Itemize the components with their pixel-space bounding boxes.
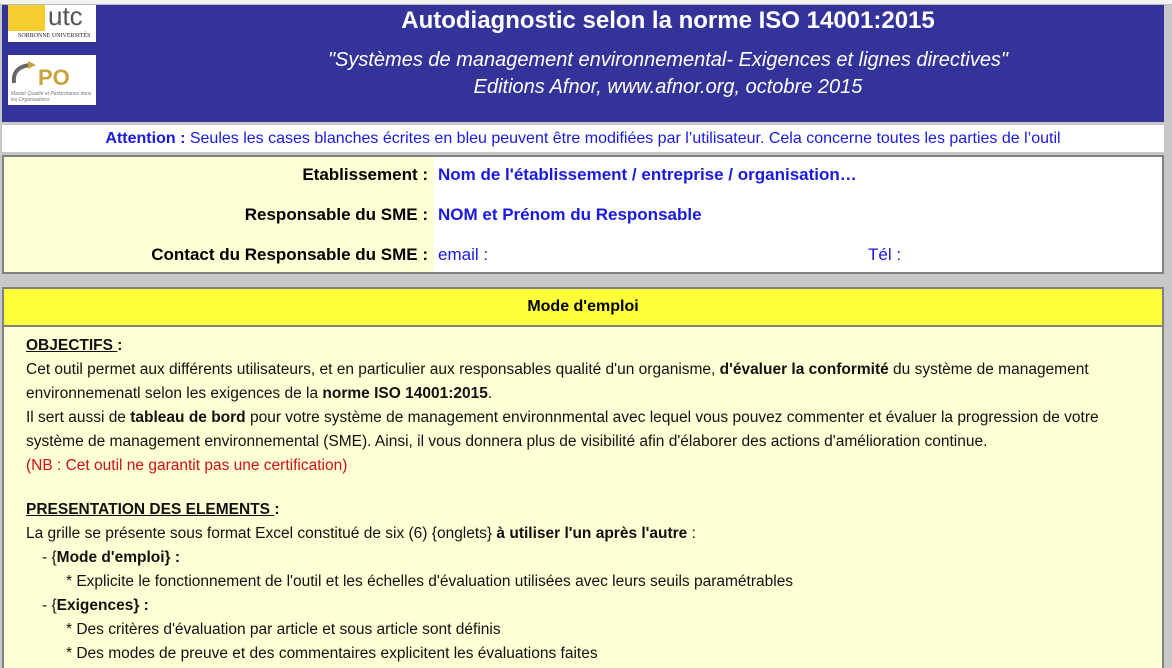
row-contact: [4, 245, 1162, 265]
text-line: [26, 385, 492, 403]
utc-logo-subtext: SORBONNE UNIVERSITÉS: [18, 33, 91, 39]
text-line: système de management environnemental (SME). Ainsi, il vous donnera plus de visibilité afin d'élaborer des actions d'amélioration continue.: [26, 433, 988, 450]
text: Il sert aussi de: [26, 409, 131, 426]
list-subitem: * Explicite le fonctionnement de l'outil et les échelles d'évaluation utilisées avec leurs seuils paramétrables: [66, 573, 794, 590]
bold-text: norme ISO 14001:2015: [322, 385, 488, 402]
text-line: [26, 409, 1099, 427]
text: .: [487, 385, 493, 402]
text: - {: [42, 549, 57, 566]
qpo-logo: [8, 55, 96, 105]
text: pour votre système de management environnmental avec lequel vous pouvez commenter et évaluer la progression de votre: [245, 409, 1099, 426]
row-etablissement: [4, 165, 1162, 185]
mode-emploi-content: [2, 325, 1164, 668]
utc-logo-text: utc: [48, 5, 83, 31]
attention-text: Seules les cases blanches écrites en bleu peuvent être modifiées par l’utilisateur. Cela concerne toutes les parties de l’outil: [185, 130, 1061, 147]
page-title: Autodiagnostic selon la norme ISO 14001:2015: [401, 7, 935, 34]
utc-logo: [8, 5, 96, 42]
attention-notice: [2, 125, 1164, 152]
presentation-title: PRESENTATION DES ELEMENTS: [26, 501, 275, 518]
etablissement-input[interactable]: Nom de l'établissement / entreprise / organisation…: [438, 165, 857, 184]
colon: :: [274, 501, 280, 518]
email-input[interactable]: email :: [438, 245, 489, 264]
text: - {: [42, 597, 57, 614]
bold-text: Exigences} :: [56, 597, 149, 614]
text: du système de management: [888, 361, 1089, 378]
header-banner: [2, 5, 1164, 122]
etablissement-label: Etablissement :: [302, 165, 428, 184]
responsable-label: Responsable du SME :: [244, 205, 428, 224]
bold-text: d'évaluer la conformité: [719, 361, 889, 378]
attention-label: Attention :: [105, 130, 186, 147]
text-line: [26, 361, 1089, 379]
contact-label: Contact du Responsable du SME :: [151, 245, 428, 264]
colon: :: [117, 337, 123, 354]
list-item-mode-emploi: [42, 549, 180, 567]
presentation-heading: [26, 501, 279, 519]
bold-text: tableau de bord: [130, 409, 246, 426]
bold-text: à utiliser l'un après l'autre: [496, 525, 688, 542]
text: Cet outil permet aux différents utilisateurs, et en particulier aux responsables qualité d'un organisme,: [26, 361, 720, 378]
utc-logo-mark: [8, 5, 45, 31]
list-subitem: * Des critères d'évaluation par article et sous article sont définis: [66, 621, 501, 638]
objectifs-title: OBJECTIFS: [26, 337, 118, 354]
page-subtitle: [172, 47, 1164, 101]
bold-text: Mode d'emploi} :: [56, 549, 181, 566]
objectifs-heading: [26, 337, 122, 355]
mode-emploi-heading: Mode d'emploi: [2, 287, 1164, 327]
text: environnemenatl selon les exigences de la: [26, 385, 323, 402]
subtitle-line-1: "Systèmes de management environnemental- Exigences et lignes directives": [327, 49, 1009, 71]
subtitle-line-2: Editions Afnor, www.afnor.org, octobre 2015: [473, 76, 863, 98]
qpo-logo-swoosh-icon: [10, 59, 40, 89]
text: :: [687, 525, 696, 542]
qpo-logo-text: PO: [38, 65, 70, 90]
tel-input[interactable]: Tél :: [868, 245, 902, 264]
list-item-exigences: [42, 597, 149, 615]
responsable-input[interactable]: NOM et Prénom du Responsable: [438, 205, 702, 224]
list-subitem: * Des modes de preuve et des commentaires explicitent les évaluations faites: [66, 645, 598, 662]
row-responsable: [4, 205, 1162, 225]
nb-warning: (NB : Cet outil ne garantit pas une certification): [26, 457, 348, 474]
text-line: [26, 525, 696, 543]
organisation-info-block: [2, 155, 1164, 274]
text: La grille se présente sous format Excel constitué de six (6) {onglets}: [26, 525, 497, 542]
qpo-logo-subtext: Master Qualité et Performance dans les Organisations: [11, 91, 92, 103]
